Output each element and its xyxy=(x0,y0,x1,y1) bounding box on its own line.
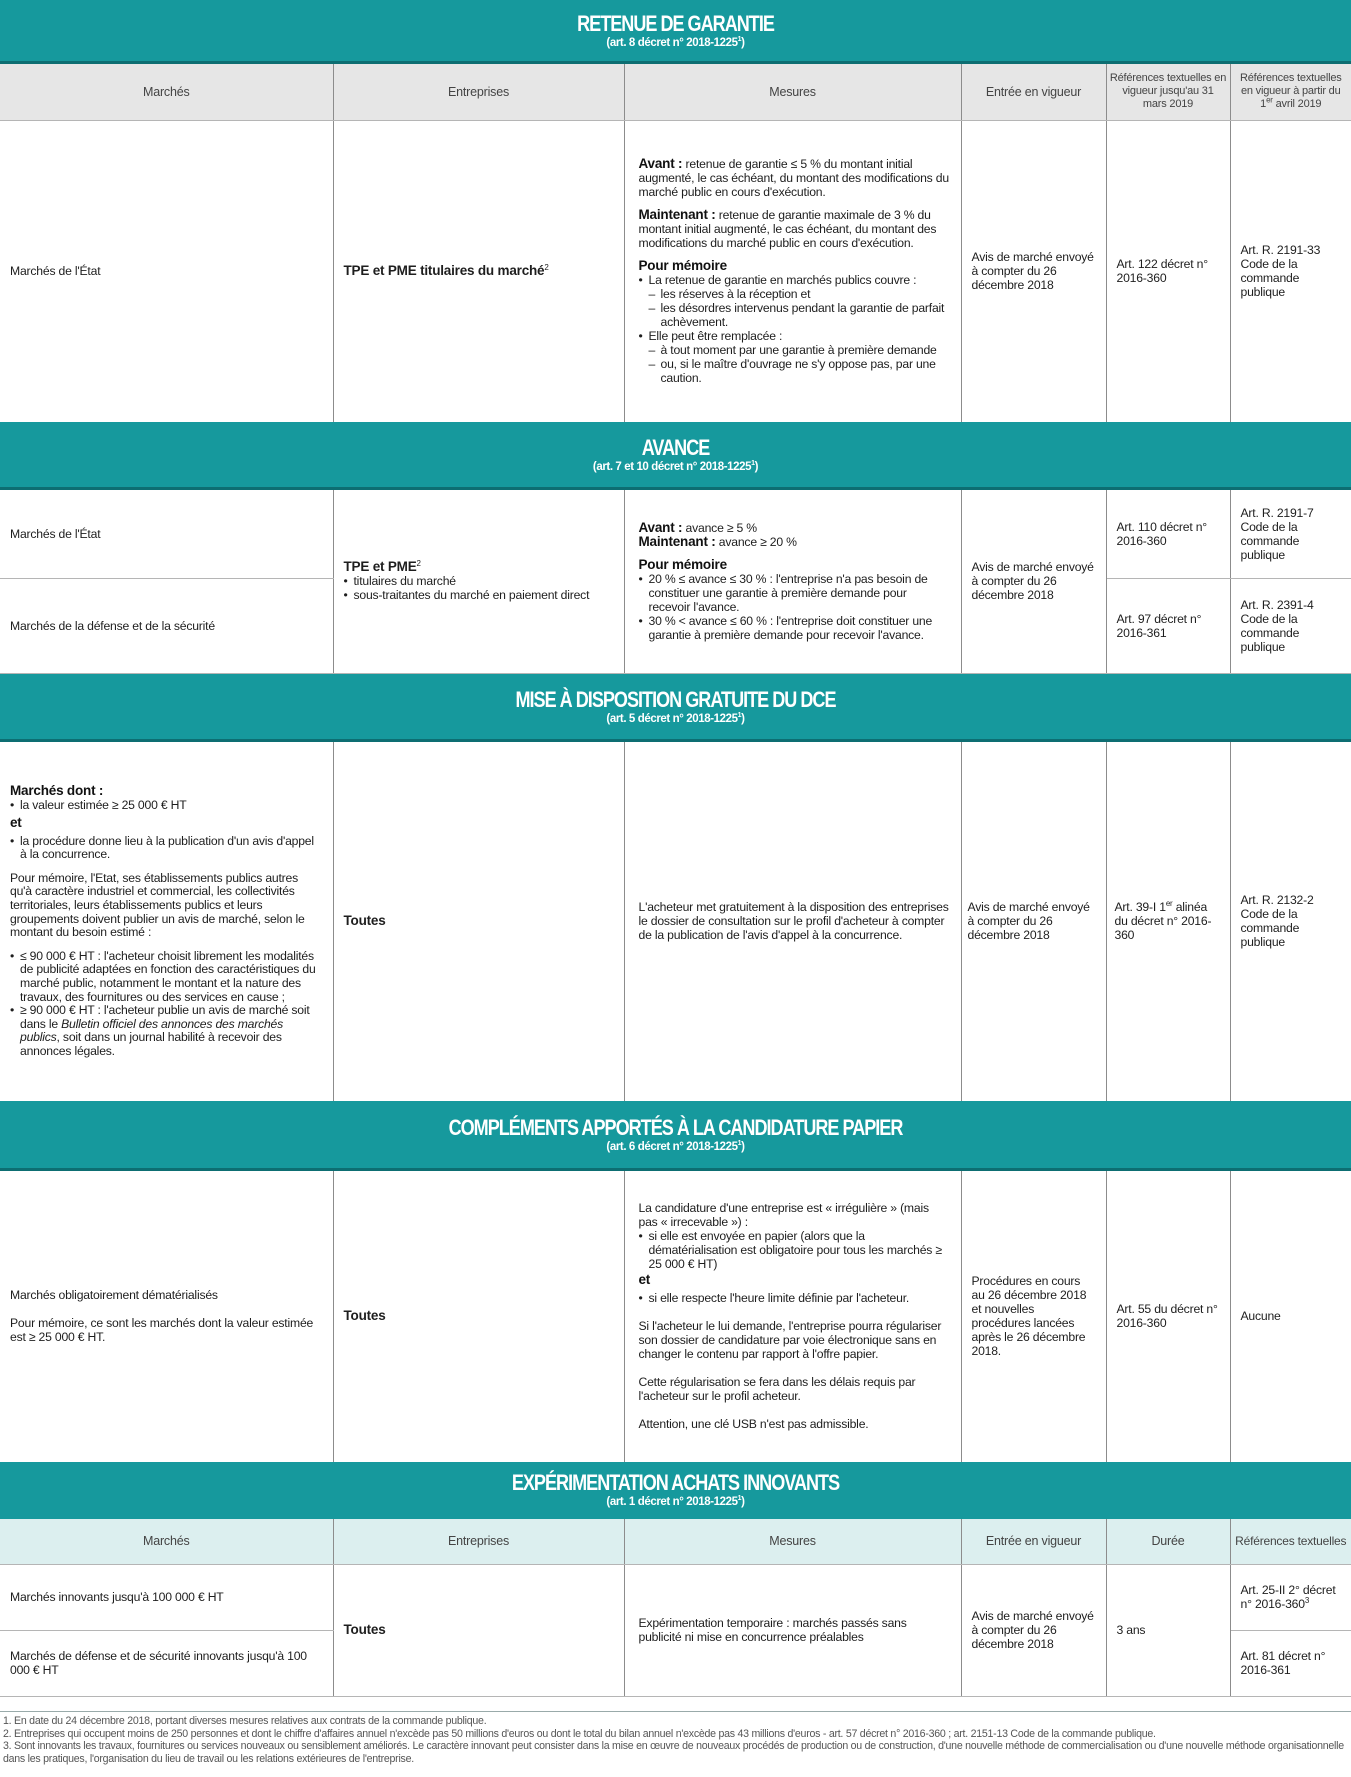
table-retenue xyxy=(0,64,1351,423)
cell-entree: Avis de marché envoyé à compter du 26 décembre 2018 xyxy=(961,120,1106,422)
section-title: MISE À DISPOSITION GRATUITE DU DCE xyxy=(515,687,836,712)
table-row xyxy=(0,490,1351,578)
col-header-mesures: Mesures xyxy=(624,64,961,120)
cell-entree: Procédures en cours au 26 décembre 2018 et nouvelles procédures lancées après le 26 décembre 2018. xyxy=(961,1171,1106,1462)
cell-marches: Marchés obligatoirement dématérialisés Pour mémoire, ce sont les marchés dont la valeur estimée est ≥ 25 000 € HT. xyxy=(0,1171,333,1462)
cell-mesures: La candidature d'une entreprise est « irrégulière » (mais pas « irrecevable ») : • si elle est envoyée en papier (alors que la dématérialisation est obligatoire pour tous les marchés ≥ 25 000 € HT) et • si elle respecte l'heure limite définie par l'acheteur. Si l'acheteur le lui demande, l'entreprise pourra régulariser son dossier de candidature par voie électronique sans en changer le contenu par rapport à l'offre papier. Cette régularisation se fera dans les délais requis par l'acheteur sur le profil acheteur. Attention, une clé USB n'est pas admissible. xyxy=(624,1171,961,1462)
cell-mesures: Expérimentation temporaire : marchés passés sans publicité ni mise en concurrence préalables xyxy=(624,1564,961,1696)
cell-marches: Marchés innovants jusqu'à 100 000 € HT xyxy=(0,1564,333,1630)
table-dce xyxy=(0,742,1351,1102)
cell-mesures: L'acheteur met gratuitement à la disposition des entreprises le dossier de consultation sur le profil d'acheteur à compter de la publication de l'avis d'appel à la concurrence. xyxy=(624,742,961,1101)
section-banner-papier xyxy=(0,1101,1351,1171)
cell-ref-apres: Art. R. 2191-7 Code de la commande publique xyxy=(1230,490,1351,578)
cell-mesures: Avant : avance ≥ 5 % Maintenant : avance ≥ 20 % Pour mémoire • 20 % ≤ avance ≤ 30 % : l'entreprise n'a pas besoin de constituer une garantie à première demande pour recevoir l'avance. • 30 % < avance ≤ 60 % : l'entreprise doit constituer une garantie à première demande pour recevoir l'avance. xyxy=(624,490,961,673)
section-subtitle: (art. 5 décret n° 2018-1225$^1$) xyxy=(606,712,745,725)
section-title: RETENUE DE GARANTIE xyxy=(577,11,774,36)
cell-ref-apres: Aucune xyxy=(1230,1171,1351,1462)
cell-entreprises: Toutes xyxy=(333,1171,624,1462)
col-header-marches: Marchés xyxy=(0,1519,333,1564)
table-innovants xyxy=(0,1519,1351,1697)
col-header-entreprises: Entreprises xyxy=(333,1519,624,1564)
section-subtitle: (art. 8 décret n° 2018-1225$^1$) xyxy=(606,36,745,49)
col-header-ref-avant: Références textuelles en vigueur jusqu'au 31 mars 2019 xyxy=(1106,64,1230,120)
table-row xyxy=(0,120,1351,422)
cell-entree: Avis de marché envoyé à compter du 26 décembre 2018 xyxy=(961,742,1106,1101)
cell-entreprises: TPE et PME titulaires du marché$^2$ xyxy=(333,120,624,422)
cell-mesures: Avant : retenue de garantie ≤ 5 % du montant initial augmenté, le cas échéant, du montant des modifications du marché public en cours d'exécution. Maintenant : retenue de garantie maximale de 3 % du montant initial augmenté, le cas échéant, du montant des modifications du marché public en cours d'exécution. Pour mémoire • La retenue de garantie en marchés publics couvre : – les réserves à la réception et – les désordres intervenus pendant la garantie de parfait achèvement. • Elle peut être remplacée : – à tout moment par une garantie à première demande – ou, si le maître d'ouvrage ne s'y oppose pas, par une caution. xyxy=(624,120,961,422)
col-header-entree: Entrée en vigueur xyxy=(961,64,1106,120)
section-title: COMPLÉMENTS APPORTÉS À LA CANDIDATURE PAPIER xyxy=(448,1115,903,1140)
cell-marches: Marchés dont : • la valeur estimée ≥ 25 000 € HT et • la procédure donne lieu à la publication d'un avis d'appel à la concurrence. Pour mémoire, l'Etat, ses établissements publics autres qu'à caractère industriel et commercial, les collectivités territoriales, leurs établissements publics et leurs groupements doivent publier un avis de marché, selon le montant du besoin estimé : • ≤ 90 000 € HT : l'acheteur choisit librement les modalités de publicité adaptées en fonction des caractéristiques du marché public, notamment le montant et la nature des travaux, des fournitures ou des services en cause ; • ≥ 90 000 € HT : l'acheteur publie un avis de marché soit dans le Bulletin officiel des annonces des marchés publics, soit dans un journal habilité à recevoir des annonces légales. xyxy=(0,742,333,1101)
cell-ref-avant: Art. 39-I 1er alinéa du décret n° 2016-360 xyxy=(1106,742,1230,1101)
section-banner-dce xyxy=(0,674,1351,742)
section-subtitle: (art. 7 et 10 décret n° 2018-1225$^1$) xyxy=(592,460,759,473)
footnote-3: 3. Sont innovants les travaux, fournitures ou services nouveaux ou sensiblement améliorés. Le caractère innovant peut consister dans la mise en œuvre de nouveaux procédés de production ou de construction, d'une nouvelle méthode de commercialisation ou d'une nouvelle méthode organisationnelle dans les pratiques, l'organisation du lieu de travail ou les relations extérieures de l'entreprise. xyxy=(3,1740,1344,1765)
cell-ref-avant: Art. 97 décret n° 2016-361 xyxy=(1106,578,1230,673)
table-papier xyxy=(0,1171,1351,1463)
section-title: EXPÉRIMENTATION ACHATS INNOVANTS xyxy=(511,1470,840,1495)
cell-duree: 3 ans xyxy=(1106,1564,1230,1696)
cell-ref-avant: Art. 110 décret n° 2016-360 xyxy=(1106,490,1230,578)
section-subtitle: (art. 1 décret n° 2018-1225$^1$) xyxy=(606,1495,745,1508)
col-header-duree: Durée xyxy=(1106,1519,1230,1564)
col-header-refs: Références textuelles xyxy=(1230,1519,1351,1564)
footnote-2: 2. Entreprises qui occupent moins de 250 personnes et dont le chiffre d'affaires annuel n'excède pas 50 millions d'euros ou dont le total du bilan annuel n'excède pas 43 millions d'euros - art. 57 décret n° 2016-360 ; art. 2151-13 Code de la commande publique. xyxy=(3,1727,1156,1740)
cell-refs: Art. 25-II 2° décret n° $2016-360^3$ xyxy=(1230,1564,1351,1630)
table-row xyxy=(0,1564,1351,1630)
col-header-ref-apres: Références textuelles en vigueur à partir du 1er avril 2019 xyxy=(1230,64,1351,120)
section-banner-innovants xyxy=(0,1462,1351,1519)
table-row xyxy=(0,742,1351,1101)
cell-ref-apres: Art. R. 2191-33 Code de la commande publique xyxy=(1230,120,1351,422)
section-title: AVANCE xyxy=(641,435,710,460)
cell-ref-avant: Art. 55 du décret n° 2016-360 xyxy=(1106,1171,1230,1462)
footnote-1: 1. En date du 24 décembre 2018, portant diverses mesures relatives aux contrats de la commande publique. xyxy=(3,1715,487,1727)
col-header-entreprises: Entreprises xyxy=(333,64,624,120)
footnotes xyxy=(0,1711,1351,1765)
table-header-row xyxy=(0,64,1351,120)
cell-ref-apres: Art. R. 2132-2 Code de la commande publique xyxy=(1230,742,1351,1101)
cell-entree: Avis de marché envoyé à compter du 26 décembre 2018 xyxy=(961,1564,1106,1696)
cell-entreprises: Toutes xyxy=(333,742,624,1101)
col-header-marches: Marchés xyxy=(0,64,333,120)
cell-entreprises: TPE et PME$^2$ • titulaires du marché • sous-traitantes du marché en paiement direct xyxy=(333,490,624,673)
cell-marches: Marchés de défense et de sécurité innovants jusqu'à 100 000 € HT xyxy=(0,1630,333,1696)
cell-ref-avant: Art. 122 décret n° 2016-360 xyxy=(1106,120,1230,422)
table-header-row xyxy=(0,1519,1351,1564)
section-banner-avance xyxy=(0,422,1351,490)
cell-ref-apres: Art. R. 2391-4 Code de la commande publique xyxy=(1230,578,1351,673)
table-row xyxy=(0,1171,1351,1462)
section-banner-retenue xyxy=(0,0,1351,64)
cell-entreprises: Toutes xyxy=(333,1564,624,1696)
section-subtitle: (art. 6 décret n° 2018-1225$^1$) xyxy=(606,1140,745,1153)
col-header-entree: Entrée en vigueur xyxy=(961,1519,1106,1564)
cell-marches: Marchés de la défense et de la sécurité xyxy=(0,578,333,673)
table-avance xyxy=(0,490,1351,674)
cell-refs: Art. 81 décret n° 2016-361 xyxy=(1230,1630,1351,1696)
cell-marches: Marchés de l'État xyxy=(0,120,333,422)
cell-marches: Marchés de l'État xyxy=(0,490,333,578)
cell-entree: Avis de marché envoyé à compter du 26 décembre 2018 xyxy=(961,490,1106,673)
col-header-mesures: Mesures xyxy=(624,1519,961,1564)
